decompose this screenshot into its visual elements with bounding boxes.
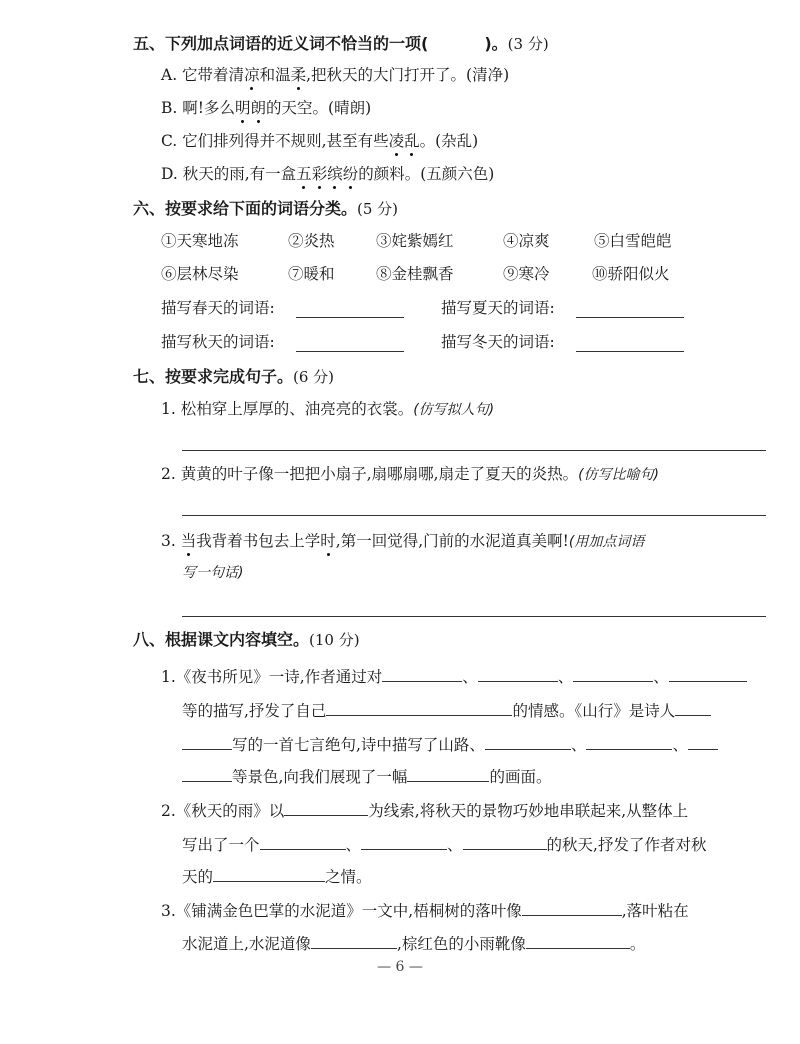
word-10: ⑩骄阳似火	[592, 265, 670, 283]
section-6-title-text: 六、按要求给下面的词语分类。	[133, 199, 358, 218]
option-a-dot-2: 柔	[290, 66, 307, 84]
s8-sep: 、	[653, 668, 669, 686]
s8-q3c: 水泥道上,水泥道像	[182, 935, 311, 953]
option-d-post: 的颜料。(五颜六色)	[358, 165, 495, 183]
s7-question-2	[161, 467, 659, 483]
option-c-dot-1: 凌	[388, 132, 405, 150]
option-c-dot-2: 乱	[404, 132, 420, 150]
section-5-score: (3 分)	[507, 35, 549, 53]
option-a-post: ,把秋天的大门打开了。(清净)	[306, 66, 510, 84]
s8-q1-blank-6a[interactable]	[675, 701, 711, 716]
s8-q1a: 1.《夜书所见》一诗,作者通过对	[161, 668, 383, 686]
option-b-dot-1: 明	[234, 99, 251, 117]
summer-answer-line[interactable]	[576, 317, 684, 318]
summer-label: 描写夏天的词语:	[441, 299, 555, 317]
s7-q1-note: (仿写拟人句)	[413, 402, 495, 418]
s7-q3-dot-2: 时	[320, 532, 336, 550]
option-b-dot-2: 朗	[250, 99, 267, 117]
s8-q3-blank-3[interactable]	[526, 934, 630, 949]
winter-label: 描写冬天的词语:	[441, 333, 555, 351]
s8-q2c: 写出了一个	[182, 836, 260, 854]
s7-q2-note: (仿写比喻句)	[578, 467, 660, 483]
s8-q3-blank-2[interactable]	[311, 934, 397, 949]
word-6: ⑥层林尽染	[161, 265, 239, 283]
word-4: ④凉爽	[503, 232, 550, 250]
s7-q3-pre: 我背着书包去上学	[196, 532, 321, 550]
s8-q3e: 。	[629, 935, 646, 953]
section-8-title-text: 八、根据课文内容填空。	[133, 630, 310, 649]
s8-q3a: 3.《铺满金色巴掌的水泥道》一文中,梧桐树的落叶像	[161, 902, 522, 920]
word-9: ⑨寒冷	[503, 265, 550, 283]
option-c-post: 。(杂乱)	[419, 132, 479, 150]
s8-q1f: 的画面。	[489, 768, 552, 786]
s8-q2-blank-1[interactable]	[284, 801, 368, 816]
s8-q1-blank-1[interactable]	[382, 667, 462, 682]
s8-q1-blank-9a[interactable]	[688, 735, 718, 750]
s8-q2-blank-3[interactable]	[361, 835, 447, 850]
s8-q2-blank-2[interactable]	[260, 835, 346, 850]
word-1: ①天寒地冻	[161, 232, 239, 250]
s8-q2-blank-5[interactable]	[213, 867, 325, 882]
s7-q2-answer-line[interactable]	[182, 515, 766, 516]
s7-q3-note-2: 写一句话)	[182, 565, 244, 581]
option-c-pre: C. 它们排列得并不规则,甚至有些	[161, 132, 389, 150]
option-d-pre: D. 秋天的雨,有一盒	[161, 165, 297, 183]
s7-q2-text: 2. 黄黄的叶子像一把把小扇子,扇哪扇哪,扇走了夏天的炎热。	[161, 465, 579, 483]
s8-q3-line-1	[161, 901, 689, 920]
s8-q1-line-4	[182, 767, 551, 786]
s8-q1-blank-3[interactable]	[573, 667, 653, 682]
option-d-dot-1: 五	[296, 165, 312, 183]
section-7-title	[133, 369, 334, 385]
s8-q2f: 之情。	[325, 868, 372, 886]
s8-q1e: 等景色,向我们展现了一幅	[232, 768, 408, 786]
s8-sep: 、	[672, 736, 688, 754]
s8-q2d: 的秋天,抒发了作者对秋	[546, 836, 707, 854]
s7-q3-answer-line[interactable]	[182, 616, 766, 617]
s8-q1-line-2	[182, 701, 711, 720]
s8-q1c: 的情感。《山行》是诗人	[512, 702, 676, 720]
option-d	[161, 167, 494, 183]
word-2: ②炎热	[288, 232, 335, 250]
section-6-score: (5 分)	[357, 200, 399, 218]
s8-q1d: 写的一首七言绝句,诗中描写了山路、	[232, 736, 485, 754]
s8-q3-blank-1[interactable]	[522, 901, 622, 916]
s7-q3-post: ,第一回觉得,门前的水泥道真美啊!	[335, 532, 569, 550]
section-5-title-text: 五、下列加点词语的近义词不恰当的一项(	[133, 34, 429, 53]
spring-label: 描写春天的词语:	[161, 299, 275, 317]
option-c	[161, 134, 478, 150]
s8-q2a: 2.《秋天的雨》以	[161, 802, 285, 820]
s8-q2e: 天的	[182, 868, 214, 886]
s7-q3-note-1: (用加点词语	[568, 534, 645, 550]
s8-q1-blank-2[interactable]	[478, 667, 558, 682]
s8-q1-line-1	[161, 667, 747, 686]
s7-q3-dot-1: 当	[180, 532, 197, 550]
s7-q1-text: 1. 松柏穿上厚厚的、油亮亮的衣裳。	[161, 400, 414, 418]
s7-q1-answer-line[interactable]	[182, 450, 766, 451]
s8-sep: 、	[447, 836, 463, 854]
option-d-dot-2: 彩	[311, 165, 328, 183]
option-d-dot-4: 纷	[342, 165, 359, 183]
s8-q3b: ,落叶粘在	[621, 902, 689, 920]
word-5: ⑤白雪皑皑	[594, 232, 672, 250]
option-a	[161, 68, 509, 84]
s8-q3d: ,棕红色的小雨靴像	[396, 935, 526, 953]
s8-q2-blank-4[interactable]	[463, 835, 547, 850]
s8-q1b: 等的描写,抒发了自己	[182, 702, 327, 720]
section-7-score: (6 分)	[293, 368, 335, 386]
s8-q2b: 为线索,将秋天的景物巧妙地串联起来,从整体上	[368, 802, 689, 820]
option-a-mid: 和温	[259, 66, 291, 84]
section-7-title-text: 七、按要求完成句子。	[133, 367, 294, 386]
section-8-score: (10 分)	[309, 631, 360, 649]
spring-answer-line[interactable]	[296, 317, 404, 318]
autumn-answer-line[interactable]	[296, 351, 404, 352]
option-a-pre: A. 它带着清	[161, 66, 245, 84]
s8-q1-blank-4[interactable]	[669, 667, 747, 682]
option-b-pre: B. 啊!多么	[161, 99, 235, 117]
word-8: ⑧金桂飘香	[376, 265, 454, 283]
s8-q2-line-2	[182, 835, 706, 854]
s8-q2-line-3	[182, 867, 372, 886]
s8-sep: 、	[570, 736, 587, 754]
s8-q1-blank-9b[interactable]	[182, 767, 232, 782]
s8-sep: 、	[345, 836, 362, 854]
section-8-title	[133, 632, 360, 648]
s8-q1-blank-7[interactable]	[485, 735, 571, 750]
s7-question-1	[161, 402, 494, 418]
s8-q1-blank-8[interactable]	[586, 735, 672, 750]
s8-sep: 、	[557, 668, 574, 686]
option-d-dot-3: 缤	[327, 165, 343, 183]
section-6-title	[133, 201, 398, 217]
s8-q1-blank-5[interactable]	[326, 701, 512, 716]
section-5-title-end: )。	[484, 34, 508, 53]
s8-q1-blank-10[interactable]	[407, 767, 489, 782]
autumn-label: 描写秋天的词语:	[161, 333, 275, 351]
word-7: ⑦暖和	[288, 265, 335, 283]
winter-answer-line[interactable]	[576, 351, 684, 352]
page-number: — 6 —	[377, 959, 423, 975]
option-b-post: 的天空。(晴朗)	[266, 99, 372, 117]
s8-q1-line-3	[182, 735, 718, 754]
s8-q1-blank-6b[interactable]	[182, 735, 232, 750]
s8-q3-line-2	[182, 934, 645, 953]
option-a-dot-1: 凉	[244, 66, 260, 84]
section-5-title	[133, 36, 549, 52]
s7-question-3: 3. 当我背着书包去上学时,第一回觉得,门前的水泥道真美啊!(用加点词语	[161, 532, 645, 550]
word-3: ③姹紫嫣红	[376, 232, 454, 250]
s8-q2-line-1	[161, 801, 688, 820]
s8-sep: 、	[462, 668, 478, 686]
option-b	[161, 101, 371, 117]
